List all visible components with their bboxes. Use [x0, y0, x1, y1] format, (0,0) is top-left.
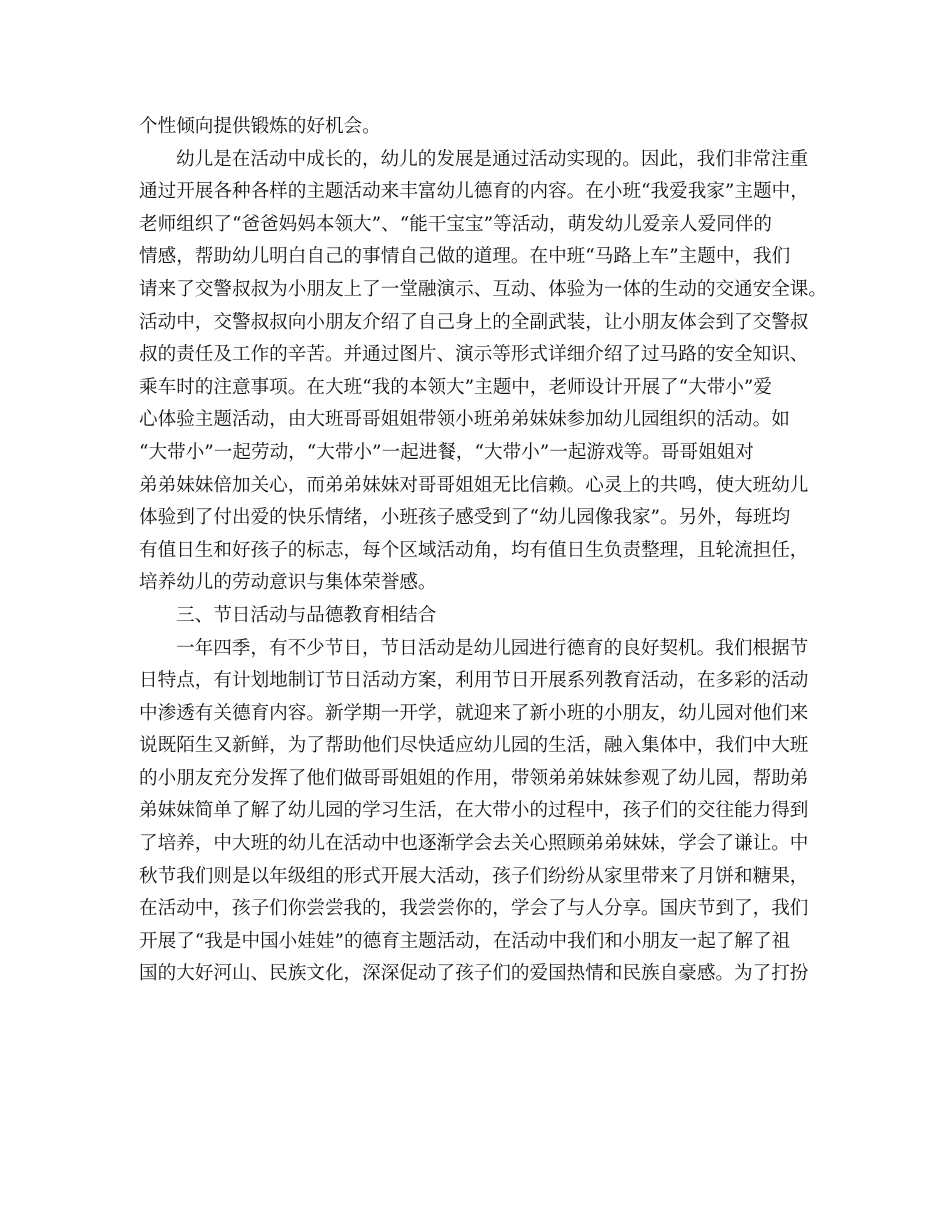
body-text [139, 111, 829, 991]
text-line: 老师组织了“爸爸妈妈本领大”、“能干宝宝”等活动，萌发幼儿爱亲人爱同伴的 [139, 213, 773, 235]
text-line: 乘车时的注意事项。在大班“我的本领大”主题中，老师设计开展了“大带小”爱 [139, 376, 773, 398]
text-line: 说既陌生又新鲜，为了帮助他们尽快适应幼儿园的生活，融入集体中，我们中大班 [139, 735, 809, 757]
text-line: 活动中，交警叔叔向小朋友介绍了自己身上的全副武装，让小朋友体会到了交警叔 [139, 311, 809, 333]
text-line: 一年四季，有不少节日，节日活动是幼儿园进行德育的良好契机。我们根据节 [176, 637, 809, 659]
text-line: “大带小”一起劳动，“大带小”一起进餐，“大带小”一起游戏等。哥哥姐姐对 [139, 441, 754, 463]
text-line: 在活动中，孩子们你尝尝我的，我尝尝你的，学会了与人分享。国庆节到了，我们 [139, 898, 809, 920]
text-line: 开展了“我是中国小娃娃”的德育主题活动，在活动中我们和小朋友一起了解了祖 [139, 930, 791, 952]
section-heading: 三、节日活动与品德教育相结合 [176, 604, 437, 626]
text-line: 秋节我们则是以年级组的形式开展大活动，孩子们纷纷从家里带来了月饼和糖果， [139, 865, 809, 887]
text-line: 有值日生和好孩子的标志，每个区域活动角，均有值日生负责整理，且轮流担任， [139, 539, 809, 561]
text-line: 中渗透有关德育内容。新学期一开学，就迎来了新小班的小朋友，幼儿园对他们来 [139, 702, 809, 724]
text-line: 心体验主题活动，由大班哥哥姐姐带领小班弟弟妹妹参加幼儿园组织的活动。如 [139, 409, 790, 431]
text-line: 国的大好河山、民族文化，深深促动了孩子们的爱国热情和民族自豪感。为了打扮 [139, 963, 809, 985]
text-line: 日特点，有计划地制订节日活动方案，利用节日开展系列教育活动，在多彩的活动 [139, 670, 809, 692]
text-line: 个性倾向提供锻炼的好机会。 [139, 116, 381, 137]
text-line: 幼儿是在活动中成长的，幼儿的发展是通过活动实现的。因此，我们非常注重 [176, 148, 809, 170]
text-line: 弟妹妹简单了解了幼儿园的学习生活，在大带小的过程中，孩子们的交往能力得到 [139, 800, 809, 822]
text-line: 培养幼儿的劳动意识与集体荣誉感。 [139, 572, 437, 594]
text-line: 的小朋友充分发挥了他们做哥哥姐姐的作用，带领弟弟妹妹参观了幼儿园，帮助弟 [139, 767, 809, 789]
text-line: 了培养，中大班的幼儿在活动中也逐渐学会去关心照顾弟弟妹妹，学会了谦让。中 [139, 833, 809, 855]
text-line: 通过开展各种各样的主题活动来丰富幼儿德育的内容。在小班“我爱我家”主题中， [139, 181, 809, 203]
text-line: 叔的责任及工作的辛苦。并通过图片、演示等形式详细介绍了过马路的安全知识、 [139, 344, 809, 366]
text-line: 弟弟妹妹倍加关心，而弟弟妹妹对哥哥姐姐无比信赖。心灵上的共鸣，使大班幼儿 [139, 474, 809, 496]
text-line: 请来了交警叔叔为小朋友上了一堂融演示、互动、体验为一体的生动的交通安全课。 [139, 278, 827, 300]
text-line: 体验到了付出爱的快乐情绪，小班孩子感受到了“幼儿园像我家”。另外，每班均 [139, 507, 791, 529]
text-line: 情感，帮助幼儿明白自己的事情自己做的道理。在中班“马路上车”主题中，我们 [139, 246, 791, 268]
